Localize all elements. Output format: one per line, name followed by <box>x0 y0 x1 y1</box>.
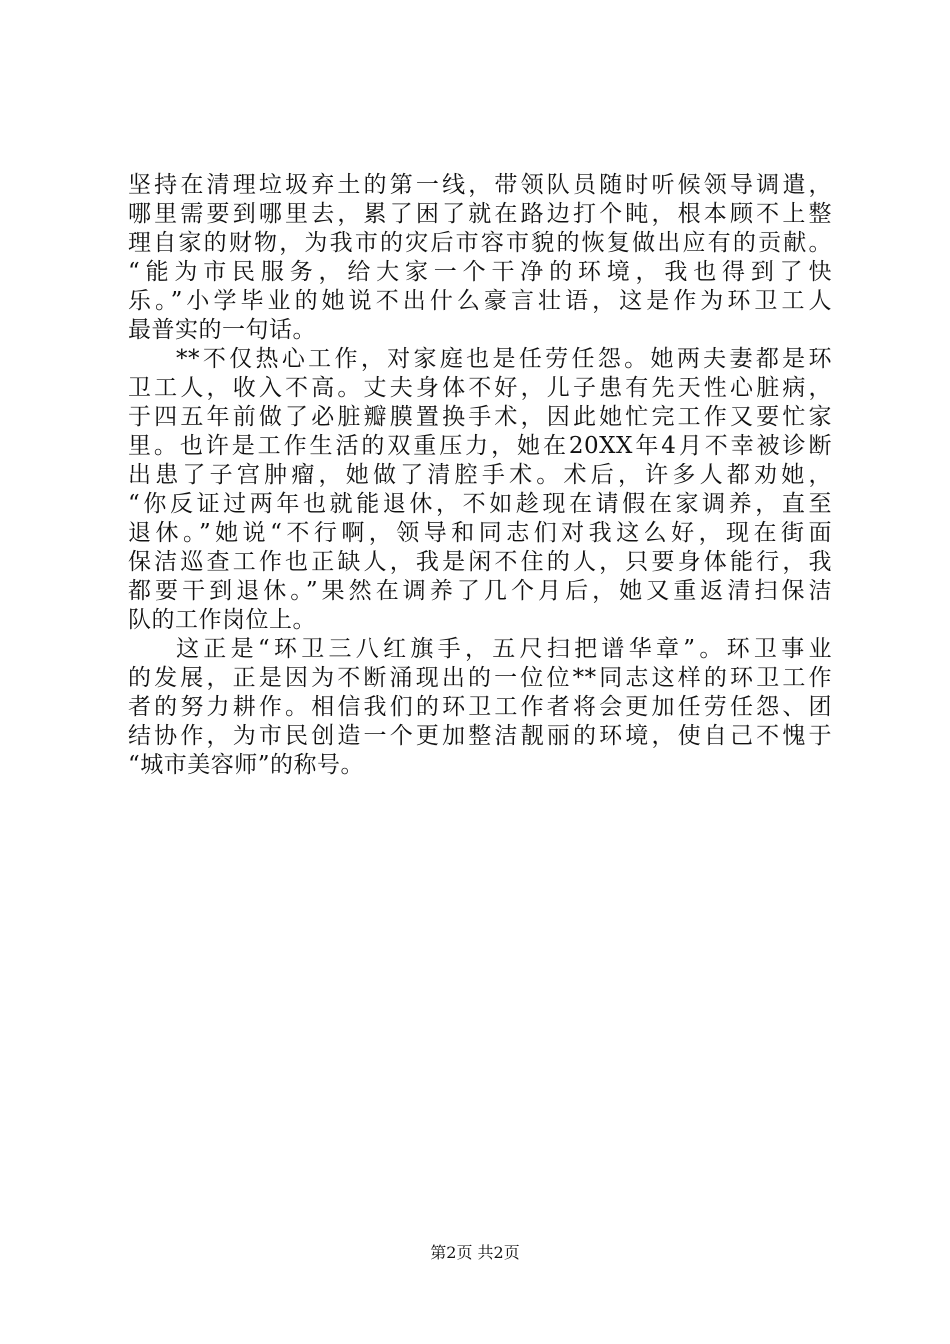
text-line: 退休。”她说“不行啊，领导和同志们对我这么好，现在街面 <box>128 520 832 546</box>
text-line: 结协作，为市民创造一个更加整洁靓丽的环境，使自己不愧于 <box>128 723 832 749</box>
paragraph <box>128 345 832 635</box>
text-line: 这正是“环卫三八红旗手，五尺扫把谱华章”。环卫事业 <box>176 636 832 662</box>
page-footer <box>0 1243 950 1263</box>
text-line: 保洁巡查工作也正缺人，我是闲不住的人，只要身体能行，我 <box>128 549 832 575</box>
text-line: 坚持在清理垃圾弃土的第一线，带领队员随时听候领导调遣， <box>128 172 832 198</box>
text-line: 卫工人，收入不高。丈夫身体不好，儿子患有先天性心脏病， <box>128 375 832 401</box>
text-line: “能为市民服务，给大家一个干净的环境，我也得到了快 <box>128 259 832 285</box>
text-line: 最普实的一句话。 <box>128 317 316 343</box>
text-line: 理自家的财物，为我市的灾后市容市貌的恢复做出应有的贡献。 <box>128 230 832 256</box>
text-line: 里。也许是工作生活的双重压力，她在20XX年4月不幸被诊断 <box>128 433 832 459</box>
text-line: 出患了子宫肿瘤，她做了清腔手术。术后，许多人都劝她， <box>128 462 832 488</box>
text-line: 于四五年前做了必脏瓣膜置换手术，因此她忙完工作又要忙家 <box>128 404 832 430</box>
document-body <box>128 171 832 780</box>
text-line: 哪里需要到哪里去，累了困了就在路边打个盹，根本顾不上整 <box>128 201 832 227</box>
text-line: 的发展，正是因为不断涌现出的一位位**同志这样的环卫工作 <box>128 665 832 691</box>
paragraph <box>128 635 832 780</box>
text-line: “你反证过两年也就能退休，不如趁现在请假在家调养，直至 <box>128 491 832 517</box>
paragraph <box>128 171 832 345</box>
text-line: 都要干到退休。”果然在调养了几个月后，她又重返清扫保洁 <box>128 578 832 604</box>
text-line: **不仅热心工作，对家庭也是任劳任怨。她两夫妻都是环 <box>176 346 832 372</box>
text-line: 乐。”小学毕业的她说不出什么豪言壮语，这是作为环卫工人 <box>128 288 832 314</box>
text-line: 队的工作岗位上。 <box>128 607 316 633</box>
page-number-label: 第2页 共2页 <box>430 1243 520 1262</box>
text-line: “城市美容师”的称号。 <box>128 752 365 778</box>
text-line: 者的努力耕作。相信我们的环卫工作者将会更加任劳任怨、团 <box>128 694 832 720</box>
